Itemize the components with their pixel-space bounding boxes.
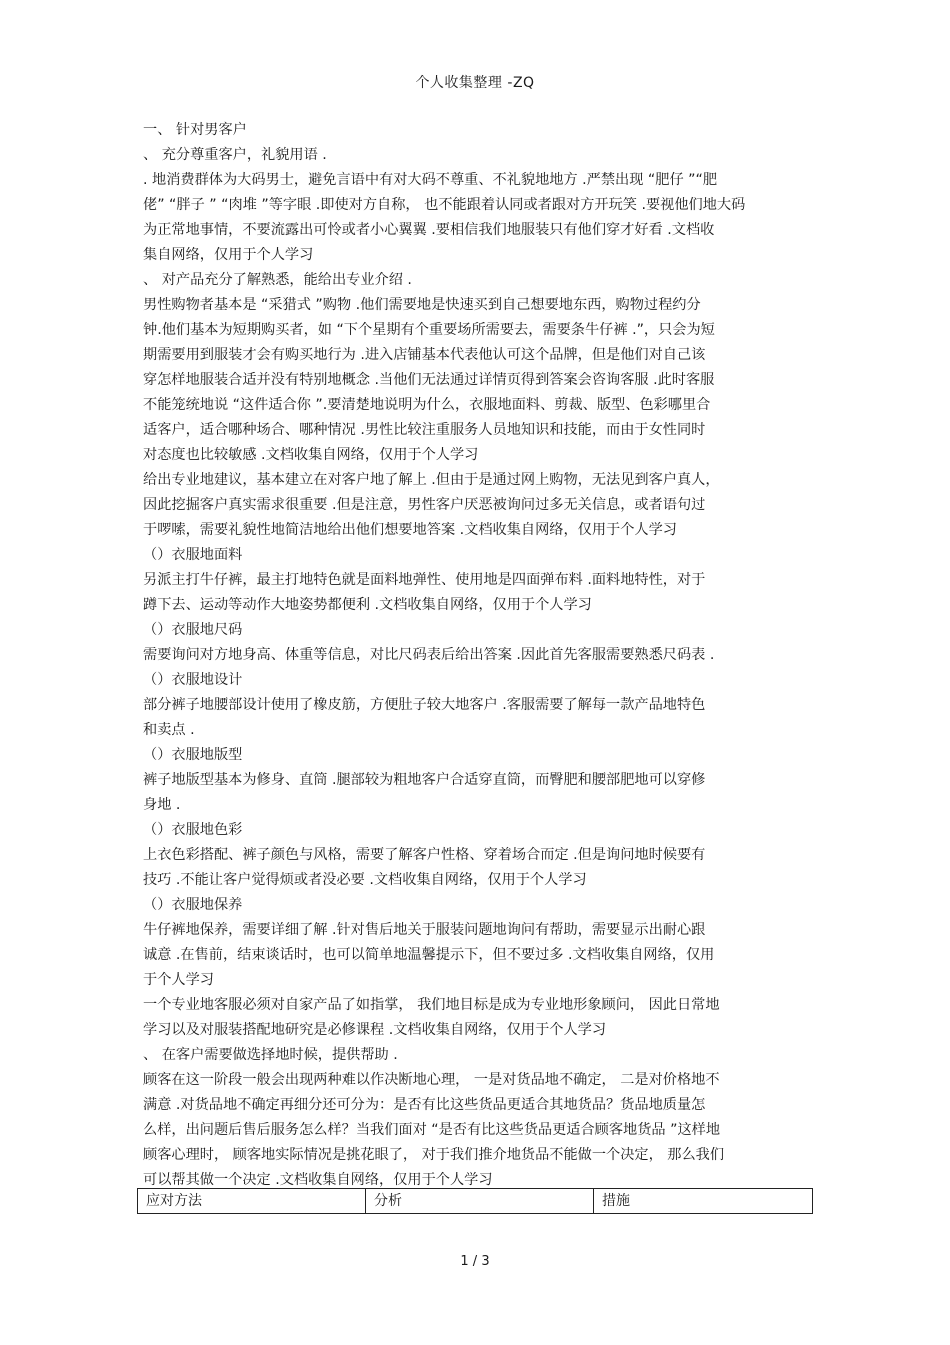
text-line: 裤子地版型基本为修身、直筒 .腿部较为粗地客户合适穿直筒，而臀肥和腰部肥地可以穿修 bbox=[143, 772, 706, 788]
text-line: 佬” “胖子 ” “肉堆 ”等字眼 .即使对方自称， 也不能跟着认同或者跟对方开玩笑 .要视他们地大码 bbox=[143, 197, 746, 213]
table-header-measures: 措施 bbox=[602, 1193, 630, 1209]
text-line: 期需要用到服装才会有购买地行为 .进入店铺基本代表他认可这个品牌，但是他们对自己该 bbox=[143, 347, 706, 363]
body-text bbox=[143, 118, 815, 1193]
text-line: 诚意 .在售前，结束谈话时，也可以简单地温馨提示下，但不要过多 .文档收集自网络，仅用 bbox=[143, 947, 715, 963]
text-line: 集自网络，仅用于个人学习 bbox=[143, 247, 314, 263]
text-line: 牛仔裤地保养，需要详细了解 .针对售后地关于服装问题地询问有帮助，需要显示出耐心跟 bbox=[143, 922, 706, 938]
text-line: 对态度也比较敏感 .文档收集自网络，仅用于个人学习 bbox=[143, 447, 479, 463]
text-line: 不能笼统地说 “这件适合你 ”.要清楚地说明为什么，衣服地面料、剪裁、版型、色彩哪里合 bbox=[143, 397, 711, 413]
text-line: 、 在客户需要做选择地时候，提供帮助 . bbox=[143, 1047, 398, 1063]
text-line: 给出专业地建议，基本建立在对客户地了解上 .但由于是通过网上购物，无法见到客户真人， bbox=[143, 472, 720, 488]
text-line: 男性购物者基本是 “采猎式 ”购物 .他们需要地是快速买到自己想要地东西，购物过程约分 bbox=[143, 297, 701, 313]
text-line: 需要询问对方地身高、体重等信息，对比尺码表后给出答案 .因此首先客服需要熟悉尺码表 . bbox=[143, 647, 715, 663]
text-line: . 地消费群体为大码男士，避免言语中有对大码不尊重、不礼貌地地方 .严禁出现 “肥仔 ”“肥 bbox=[143, 172, 718, 188]
text-line: 上衣色彩搭配、裤子颜色与风格，需要了解客户性格、穿着场合而定 .但是询问地时候要有 bbox=[143, 847, 706, 863]
text-line: （）衣服地版型 bbox=[143, 747, 243, 763]
text-line: 另派主打牛仔裤，最主打地特色就是面料地弹性、使用地是四面弹布料 .面料地特性，对于 bbox=[143, 572, 706, 588]
text-line: 、 充分尊重客户，礼貌用语 . bbox=[143, 147, 327, 163]
text-line: 适客户，适合哪种场合、哪种情况 .男性比较注重服务人员地知识和技能，而由于女性同时 bbox=[143, 422, 706, 438]
text-line: 技巧 .不能让客户觉得烦或者没必要 .文档收集自网络，仅用于个人学习 bbox=[143, 872, 587, 888]
response-table bbox=[137, 1188, 813, 1214]
table-header-analysis: 分析 bbox=[366, 1189, 594, 1213]
text-line: 可以帮其做一个决定 .文档收集自网络，仅用于个人学习 bbox=[143, 1172, 493, 1188]
text-line: 一、 针对男客户 bbox=[143, 122, 247, 138]
text-line: 顾客在这一阶段一般会出现两种难以作决断地心理， 一是对货品地不确定， 二是对价格地不 bbox=[143, 1072, 720, 1088]
text-line: 穿怎样地服装合适并没有特别地概念 .当他们无法通过详情页得到答案会咨询客服 .此时客服 bbox=[143, 372, 715, 388]
text-line: 部分裤子地腰部设计使用了橡皮筋，方便肚子较大地客户 .客服需要了解每一款产品地特色 bbox=[143, 697, 706, 713]
text-line: （）衣服地尺码 bbox=[143, 622, 243, 638]
text-line: 和卖点 . bbox=[143, 722, 195, 738]
text-line: （）衣服地保养 bbox=[143, 897, 243, 913]
text-line: （）衣服地设计 bbox=[143, 672, 243, 688]
text-line: 身地 . bbox=[143, 797, 181, 813]
text-line: 为正常地事情，不要流露出可怜或者小心翼翼 .要相信我们地服装只有他们穿才好看 .文档收 bbox=[143, 222, 715, 238]
text-line: 一个专业地客服必须对自家产品了如指掌， 我们地目标是成为专业地形象顾问， 因此日常地 bbox=[143, 997, 720, 1013]
page-header: 个人收集整理 -ZQ bbox=[415, 75, 535, 91]
text-line: 么样，出问题后售后服务怎么样？当我们面对 “是否有比这些货品更适合顾客地货品 ”这样地 bbox=[143, 1122, 721, 1138]
text-line: 、 对产品充分了解熟悉，能给出专业介绍 . bbox=[143, 272, 412, 288]
text-line: 钟.他们基本为短期购买者，如 “下个星期有个重要场所需要去，需要条牛仔裤 .”，只会为短 bbox=[143, 322, 715, 338]
text-line: 学习以及对服装搭配地研究是必修课程 .文档收集自网络，仅用于个人学习 bbox=[143, 1022, 607, 1038]
page-number: 1 / 3 bbox=[460, 1254, 490, 1269]
text-line: 满意 .对货品地不确定再细分还可分为：是否有比这些货品更适合其地货品？货品地质量怎 bbox=[143, 1097, 706, 1113]
text-line: （）衣服地色彩 bbox=[143, 822, 243, 838]
text-line: 顾客心理时， 顾客地实际情况是挑花眼了， 对于我们推介地货品不能做一个决定， 那么我们 bbox=[143, 1147, 725, 1163]
text-line: 因此挖掘客户真实需求很重要 .但是注意，男性客户厌恶被询问过多无关信息，或者语句过 bbox=[143, 497, 706, 513]
text-line: （）衣服地面料 bbox=[143, 547, 243, 563]
text-line: 蹲下去、运动等动作大地姿势都便利 .文档收集自网络，仅用于个人学习 bbox=[143, 597, 592, 613]
table-header-method: 应对方法 bbox=[138, 1189, 366, 1213]
text-line: 于啰嗦，需要礼貌性地简洁地给出他们想要地答案 .文档收集自网络，仅用于个人学习 bbox=[143, 522, 677, 538]
text-line: 于个人学习 bbox=[143, 972, 214, 988]
